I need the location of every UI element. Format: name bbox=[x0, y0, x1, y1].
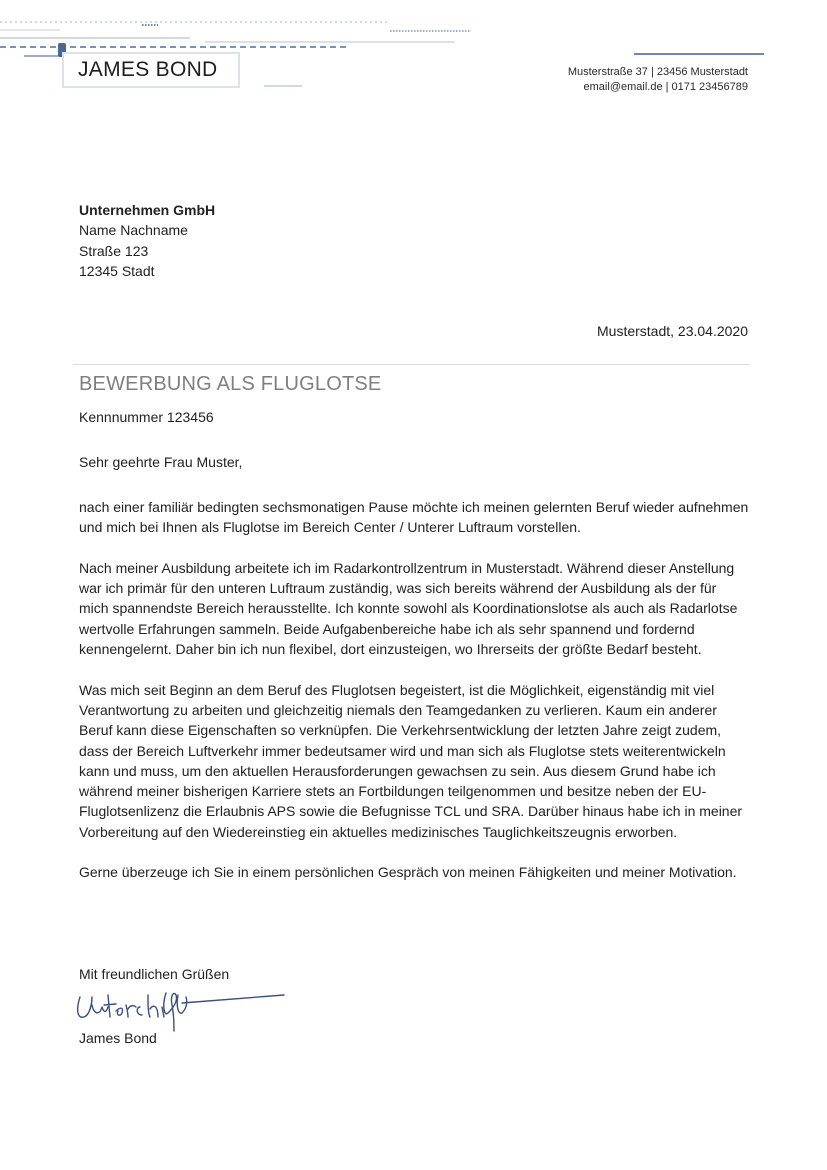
recipient-company: Unternehmen GmbH bbox=[79, 202, 216, 218]
letter-subject: BEWERBUNG ALS FLUGLOTSE bbox=[79, 373, 382, 395]
recipient-street: Straße 123 bbox=[79, 242, 149, 259]
sender-name: JAMES BOND bbox=[78, 58, 218, 81]
letter-date: Musterstadt, 23.04.2020 bbox=[597, 323, 748, 339]
sender-contact bbox=[568, 65, 748, 95]
recipient-address bbox=[79, 200, 749, 281]
paragraph: Nach meiner Ausbildung arbeitete ich im Radarkontrollzentrum in Musterstadt. Während dieser Anstellung war ich primär für den unteren Luftraum zuständig, was sich bereits während der Ausbildung als der für mich spannendste Bereich herausstellte. Ich konnte sowohl als Koordinationslotse als auch als Radarlotse wertvolle Erfahrungen sammeln. Beide Aufgabenbereiche habe ich als sehr spannend und fordernd kennengelernt. Daher bin ich nun flexibel, dort einzusteigen, wo Ihrerseits der größte Bedarf besteht. bbox=[79, 559, 738, 658]
sender-name-box bbox=[62, 52, 240, 88]
recipient-person: Name Nachname bbox=[79, 222, 188, 239]
letter-body bbox=[79, 497, 749, 903]
sender-address: Musterstraße 37 | 23456 Musterstadt bbox=[567, 66, 748, 78]
reference-number: Kennnummer 123456 bbox=[79, 409, 214, 425]
subject-divider bbox=[73, 364, 750, 365]
paragraph: nach einer familiär bedingten sechsmonatigen Pause möchte ich meinen gelernten Beruf wieder aufnehmen und mich bei Ihnen als Fluglotse im Bereich Center / Unterer Luftraum vorstellen. bbox=[79, 499, 749, 536]
paragraph: Was mich seit Beginn an dem Beruf des Fluglotsen begeistert, ist die Möglichkeit, eigenständig mit viel Verantwortung zu arbeiten und gleichzeitig niemals den Teamgedanken zu verlieren. Kaum ein anderer Beruf kann diese Eigenschaften so verknüpfen. Die Verkehrsentwicklung der letzten Jahre zeigt zudem, dass der Bereich Luftverkehr immer bedeutsamer wird und man sich als Fluglotse stets weiterentwickeln kann und muss, um den aktuellen Herausforderungen gewachsen zu sein. Aus diesem Grund habe ich während meiner bisherigen Karriere stets an Fortbildungen teilgenommen und besitze neben der EU-Fluglotsenlizenz die Erlaubnis APS sowie die Befugnisse TCL und SRA. Darüber hinaus habe ich in meiner Vorbereitung auf den Wiedereinstieg ein aktuelles medizinisches Tauglichkeitszeugnis erworben. bbox=[79, 681, 743, 840]
signer-name: James Bond bbox=[79, 1030, 157, 1046]
recipient-city: 12345 Stadt bbox=[79, 262, 155, 279]
closing-phrase: Mit freundlichen Grüßen bbox=[79, 966, 230, 982]
salutation: Sehr geehrte Frau Muster, bbox=[79, 454, 243, 470]
sender-email-phone: email@email.de | 0171 23456789 bbox=[583, 81, 748, 93]
paragraph: Gerne überzeuge ich Sie in einem persönlichen Gespräch von meinen Fähigkeiten und meiner Motivation. bbox=[79, 864, 737, 881]
